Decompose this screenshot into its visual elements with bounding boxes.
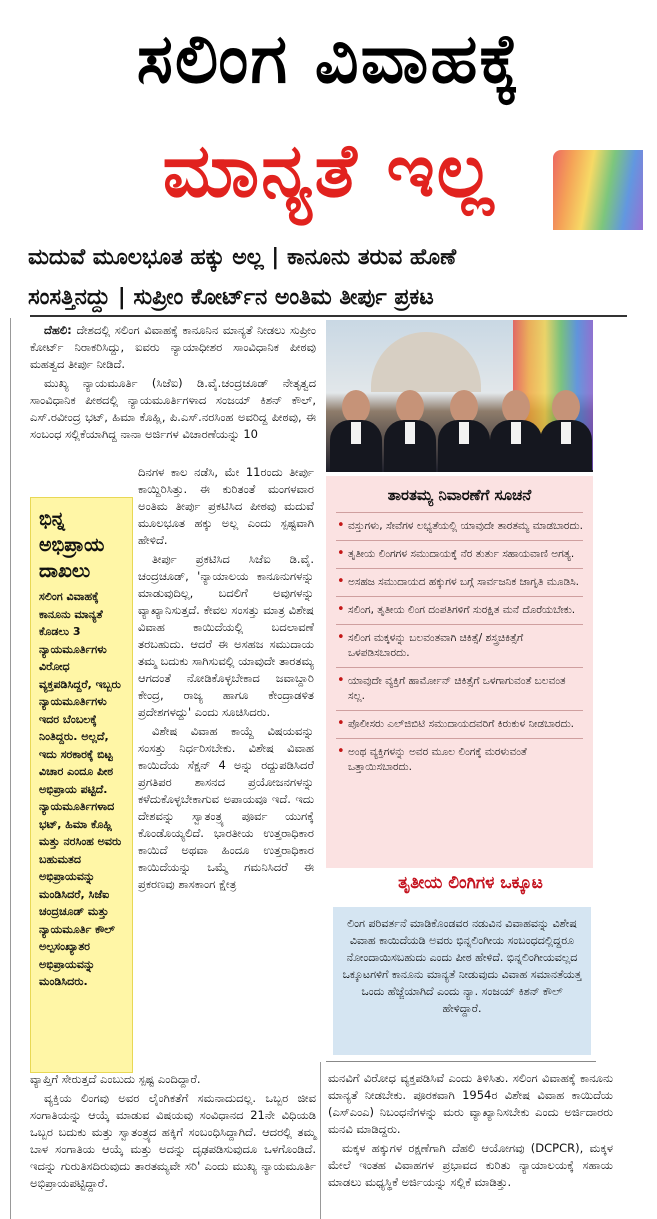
sidebar-title: ಭಿನ್ನ ಅಭಿಪ್ರಾಯ ದಾಖಲು [39, 508, 105, 582]
article-para-4: ತೀರ್ಪು ಪ್ರಕಟಿಸಿದ ಸಿಜೆಐ ಡಿ.ವೈ. ಚಂದ್ರಚೂಡ್, 'ನ್ಯಾಯಾಲಯ ಕಾನೂನುಗಳನ್ನು ಮಾಡುವುದಿಲ್ಲ, ಬದಲಿಗೆ ಅವುಗಳನ್ನು ವ್ಯಾಖ್ಯಾನಿಸುತ್ತದೆ. ಕೇವಲ ಸಂಸತ್ತು ಮಾತ್ರ ವಿಶೇಷ ವಿವಾಹ ಕಾಯಿದೆಯಲ್ಲಿ ಬದಲಾವಣೆ ತರಬಹುದು. ಆದರೆ ಈ ಅಸಹಜ ಸಮುದಾಯ ತಮ್ಮ ಬದುಕು ಸಾಗಿಸುವಲ್ಲಿ ಯಾವುದೇ ತಾರತಮ್ಯ ಆಗದಂತೆ ನೋಡಿಕೊಳ್ಳಬೇಕಾದ ಜವಾಬ್ದಾರಿ ಕೇಂದ್ರ, ರಾಜ್ಯ ಹಾಗೂ ಕೇಂದ್ರಾಡಳಿತ ಪ್ರದೇಶಗಳದ್ದು' ಎಂದು ಸೂಚಿಸಿದರು. [138, 552, 314, 719]
right-para-2: ಮಕ್ಕಳ ಹಕ್ಕುಗಳ ರಕ್ಷಣೆಗಾಗಿ ದೆಹಲಿ ಆಯೋಗವು (DCPCR), ಮಕ್ಕಳ ಮೇಲೆ ಇಂತಹ ವಿವಾಹಗಳ ಪ್ರಭಾವದ ಕುರಿತು ನ್ಯಾಯಾಲಯಕ್ಕೆ ಸಹಾಯ ಮಾಡಲು ಮಧ್ಯಸ್ಥಿಕೆ ಅರ್ಜಿಯನ್ನು ಸಲ್ಲಿಕೆ ಮಾಡಿತ್ತು. [328, 1141, 613, 1189]
remedies-title: ತಾರತಮ್ಯ ನಿವಾರಣೆಗೆ ಸೂಚನೆ [387, 486, 532, 504]
third-gender-title: ತೃತೀಯ ಲಿಂಗಿಗಳ ಒಕ್ಕೂಟ [398, 873, 543, 893]
dateline: ದೆಹಲಿ: [44, 323, 72, 337]
remedy-item: • ವಸ್ತುಗಳು, ಸೇವೆಗಳ ಲಭ್ಯತೆಯಲ್ಲಿ ಯಾವುದೇ ತಾರತಮ್ಯ ಮಾಡಬಾರದು. [336, 512, 583, 540]
remedy-item: • ಅಂಥ ವ್ಯಕ್ತಿಗಳನ್ನು ಅವರ ಮೂಲ ಲಿಂಗಕ್ಕೆ ಮರಳುವಂತೆ ಒತ್ತಾಯಿಸಬಾರದು. [336, 738, 583, 781]
judge-portrait [438, 390, 490, 472]
remedy-item: • ಸಲಿಂಗ, ತೃತೀಯ ಲಿಂಗ ದಂಪತಿಗಳಿಗೆ ಸುರಕ್ಷಿತ ಮನೆ ದೊರೆಯಬೇಕು. [336, 596, 583, 624]
article-right-bottom [328, 1070, 613, 1193]
headline-line-2: ಮಾನ್ಯತೆ ಇಲ್ಲ [162, 127, 496, 214]
sidebar-text: ಸಲಿಂಗ ವಿವಾಹಕ್ಕೆ ಕಾನೂನು ಮಾನ್ಯತೆ ಕೊಡಲು 3 ನ್ಯಾಯಮೂರ್ತಿಗಳು ವಿರೋಧ ವ್ಯಕ್ತಪಡಿಸಿದ್ದರೆ, ಇಬ್ಬರು ನ್ಯಾಯಮೂರ್ತಿಗಳು ಇದರ ಬೆಂಬಲಕ್ಕೆ ನಿಂತಿದ್ದರು. ಅಲ್ಲದೆ, ಇದು ಸರಕಾರಕ್ಕೆ ಬಿಟ್ಟ ವಿಚಾರ ಎಂದೂ ಪೀಠ ಅಭಿಪ್ರಾಯ ಪಟ್ಟಿದೆ. ನ್ಯಾಯಮೂರ್ತಿಗಳಾದ ಭಟ್, ಹಿಮಾ ಕೊಹ್ಲಿ ಮತ್ತು ನರಸಿಂಹ ಅವರು ಬಹುಮತದ ಅಭಿಪ್ರಾಯವನ್ನು ಮಂಡಿಸಿದರೆ, ಸಿಜೆಐ ಚಂದ್ರಚೂಡ್ ಮತ್ತು ನ್ಯಾಯಮೂರ್ತಿ ಕೌಲ್ ಅಲ್ಪಸಂಖ್ಯಾತರ ಅಭಿಪ್ರಾಯವನ್ನು ಮಂಡಿಸಿದರು. [39, 590, 122, 988]
remedy-item: • ಸಲಿಂಗ ಮಕ್ಕಳನ್ನು ಬಲವಂತವಾಗಿ ಚಿಕಿತ್ಸೆ/ ಶಸ್ತ್ರಚಿಕಿತ್ಸೆಗೆ ಒಳಪಡಿಸಬಾರದು. [336, 624, 583, 667]
remedy-item: • ಯಾವುದೇ ವ್ಯಕ್ತಿಗೆ ಹಾರ್ಮೋನ್ ಚಿಕಿತ್ಸೆಗೆ ಒಳಗಾಗುವಂತೆ ಬಲವಂತ ಸಲ್ಲ. [336, 667, 583, 710]
article-para-5: ವಿಶೇಷ ವಿವಾಹ ಕಾಯ್ದೆ ವಿಷಯವನ್ನು ಸಂಸತ್ತು ನಿರ್ಧರಿಸಬೇಕು. ವಿಶೇಷ ವಿವಾಹ ಕಾಯಿದೆಯ ಸೆಕ್ಷನ್ 4 ಅನ್ನು ರದ್ದುಪಡಿಸಿದರೆ ಪ್ರಗತಿಪರ ಶಾಸನದ ಪ್ರಯೋಜನಗಳನ್ನು ಕಳೆದುಕೊಳ್ಳಬೇಕಾಗುವ ಅಪಾಯವೂ ಇದೆ. ಇದು ದೇಶವನ್ನು ಸ್ವಾತಂತ್ರ್ಯ ಪೂರ್ವ ಯುಗಕ್ಕೆ ಕೊಂಡೊಯ್ಯಲಿದೆ. ಭಾರತೀಯ ಉತ್ತರಾಧಿಕಾರ ಕಾಯಿದೆ ಅಥವಾ ಹಿಂದೂ ಉತ್ತರಾಧಿಕಾರ ಕಾಯಿದೆಯನ್ನು ಒಮ್ಮೆ ಗಮನಿಸಿದರೆ ಈ ಪ್ರಕರಣವು ಶಾಸಕಾಂಗ ಕ್ಷೇತ್ರ [138, 724, 314, 891]
supreme-court-building-image [371, 332, 481, 392]
right-para-1: ಮನವಿಗೆ ವಿರೋಧ ವ್ಯಕ್ತಪಡಿಸಿವೆ ಎಂದು ತಿಳಿಸಿತು. ಸಲಿಂಗ ವಿವಾಹಕ್ಕೆ ಕಾನೂನು ಮಾನ್ಯತೆ ನೀಡಬೇಕು. ಪೂರಕವಾಗಿ 1954ರ ವಿಶೇಷ ವಿವಾಹ ಕಾಯಿದೆಯ (ಎಸ್‌ಎಂಎ) ನಿಬಂಧನೆಗಳನ್ನು ಮರು ವ್ಯಾಖ್ಯಾನಿಸಬೇಕು ಎಂದು ಅರ್ಜಿದಾರರು ಮನವಿ ಮಾಡಿದ್ದರು. [328, 1071, 613, 1136]
article-para-6: ವ್ಯಾಪ್ತಿಗೆ ಸೇರುತ್ತದೆ ಎಂಬುದು ಸ್ಪಷ್ಟ ಎಂದಿದ್ದಾರೆ. [30, 1072, 201, 1086]
article-para-1: ದೇಶದಲ್ಲಿ ಸಲಿಂಗ ವಿವಾಹಕ್ಕೆ ಕಾನೂನಿನ ಮಾನ್ಯತೆ ನೀಡಲು ಸುಪ್ರೀಂ ಕೋರ್ಟ್ ನಿರಾಕರಿಸಿದ್ದು, ಐವರು ನ್ಯಾಯಾಧೀಶರ ಸಾಂವಿಧಾನಿಕ ಪೀಠವು ಮಹತ್ವದ ತೀರ್ಪು ನೀಡಿದೆ. [30, 323, 316, 371]
article-para-3: ದಿನಗಳ ಕಾಲ ನಡೆಸಿ, ಮೇ 11ರಂದು ತೀರ್ಪು ಕಾಯ್ದಿರಿಸಿತ್ತು. ಈ ಕುರಿತಂತೆ ಮಂಗಳವಾರ ಅಂತಿಮ ತೀರ್ಪು ಪ್ರಕಟಿಸಿದ ಪೀಠವು ಮದುವೆ ಮೂಲಭೂತ ಹಕ್ಕು ಅಲ್ಲ ಎಂದು ಸ್ಪಷ್ಟವಾಗಿ ಹೇಳಿದೆ. [138, 465, 314, 547]
headline-line-1: ಸಲಿಂಗ ವಿವಾಹಕ್ಕೆ [136, 20, 522, 99]
judge-portrait [540, 390, 592, 472]
remedies-box [326, 476, 593, 868]
remedy-item: • ಪೊಲೀಸರು ಎಲ್‌ಜಿಬಿಟಿ ಸಮುದಾಯದವರಿಗೆ ಕಿರುಕುಳ ನೀಡಬಾರದು. [336, 710, 583, 738]
remedies-list [336, 512, 583, 781]
article-para-2: ಮುಖ್ಯ ನ್ಯಾಯಮೂರ್ತಿ (ಸಿಜೆಐ) ಡಿ.ವೈ.ಚಂದ್ರಚೂಡ್ ನೇತೃತ್ವದ ಸಾಂವಿಧಾನಿಕ ಪೀಠದಲ್ಲಿ ನ್ಯಾಯಮೂರ್ತಿಗಳಾದ ಸಂಜಯ್ ಕಿಶನ್ ಕೌಲ್, ಎಸ್.ರವೀಂದ್ರ ಭಟ್, ಹಿಮಾ ಕೊಹ್ಲಿ, ಪಿ.ಎಸ್.ನರಸಿಂಹ ಅವರಿದ್ದ ಪೀಠವು, ಈ ಸಂಬಂಧ ಸಲ್ಲಿಕೆಯಾಗಿದ್ದ ನಾನಾ ಅರ್ಜಿಗಳ ವಿಚಾರಣೆಯನ್ನು 10 [30, 376, 316, 441]
column-divider [320, 1062, 321, 1219]
remedy-item: • ತೃತೀಯ ಲಿಂಗಗಳ ಸಮುದಾಯಕ್ಕೆ ನೆರ ತುರ್ತು ಸಹಾಯವಾಣಿ ಅಗತ್ಯ. [336, 540, 583, 568]
judge-portrait [330, 390, 382, 472]
subheadline-line-2: ಸಂಸತ್ತಿನದ್ದು | ಸುಪ್ರೀಂ ಕೋರ್ಟ್‌ನ ಅಂತಿಮ ತೀರ್ಪು ಪ್ರಕಟ [28, 284, 434, 310]
article-bottom [30, 1071, 316, 1194]
right-section-divider [326, 1061, 596, 1062]
judge-portrait [384, 390, 436, 472]
left-margin-rule [10, 318, 11, 1219]
headline-divider [30, 315, 627, 317]
dissent-sidebar [30, 497, 133, 1073]
remedy-item: • ಅಸಹಜ ಸಮುದಾಯದ ಹಕ್ಕುಗಳ ಬಗ್ಗೆ ಸಾರ್ವಜನಿಕ ಜಾಗೃತಿ ಮೂಡಿಸಿ. [336, 568, 583, 596]
article-para-7: ವ್ಯಕ್ತಿಯ ಲಿಂಗವು ಅವರ ಲೈಂಗಿಕತೆಗೆ ಸಮನಾದುದಲ್ಲ. ಒಬ್ಬರ ಜೀವ ಸಂಗಾತಿಯನ್ನು ಆಯ್ಕೆ ಮಾಡುವ ವಿಷಯವು ಸಂವಿಧಾನದ 21ನೇ ವಿಧಿಯಡಿ ಒಬ್ಬರ ಬದುಕು ಮತ್ತು ಸ್ವಾತಂತ್ರ್ಯದ ಹಕ್ಕಿಗೆ ಸಂಬಂಧಿಸಿದ್ದಾಗಿದೆ. ಆದರಲ್ಲಿ ತಮ್ಮ ಬಾಳ ಸಂಗಾತಿಯ ಆಯ್ಕೆ ಮತ್ತು ಅದನ್ನು ದೃಢಪಡಿಸುವುದೂ ಒಳಗೊಂಡಿದೆ. ಇದನ್ನು ಗುರುತಿಸದಿರುವುದು ತಾರತಮ್ಯವೇ ಸರಿ' ಎಂದು ಮುಖ್ಯ ನ್ಯಾಯಮೂರ್ತಿ ಅಭಿಪ್ರಾಯಪಟ್ಟಿದ್ದಾರೆ. [30, 1091, 316, 1190]
subheadline-line-1: ಮದುವೆ ಮೂಲಭೂತ ಹಕ್ಕು ಅಲ್ಲ | ಕಾನೂನು ತರುವ ಹೊಣೆ [28, 244, 457, 270]
article-narrow-column [138, 464, 314, 895]
article-lead [30, 322, 316, 445]
supreme-court-judges-photo [326, 320, 593, 472]
judge-portrait [490, 390, 542, 472]
third-gender-text: ಲಿಂಗ ಪರಿವರ್ತನೆ ಮಾಡಿಕೊಂಡವರ ನಡುವಿನ ವಿವಾಹವನ್ನು ವಿಶೇಷ ವಿವಾಹ ಕಾಯಿದೆಯಡಿ ಅವರು ಭಿನ್ನಲಿಂಗೀಯ ಸಂಬಂಧದಲ್ಲಿದ್ದರೂ ನೋಂದಾಯಿಸಬಹುದು ಎಂದು ಪೀಠ ಹೇಳಿದೆ. ಭಿನ್ನಲಿಂಗೀಯವಲ್ಲದ ಒಕ್ಕೂಟಗಳಿಗೆ ಕಾನೂನು ಮಾನ್ಯತೆ ನೀಡುವುದು ವಿವಾಹ ಸಮಾನತೆಯತ್ತ ಒಂದು ಹೆಜ್ಜೆಯಾಗಿದೆ ಎಂದು ನ್ಯಾ. ಸಂಜಯ್ ಕಿಶನ್ ಕೌಲ್ ಹೇಳಿದ್ದಾರೆ. [333, 907, 591, 1055]
